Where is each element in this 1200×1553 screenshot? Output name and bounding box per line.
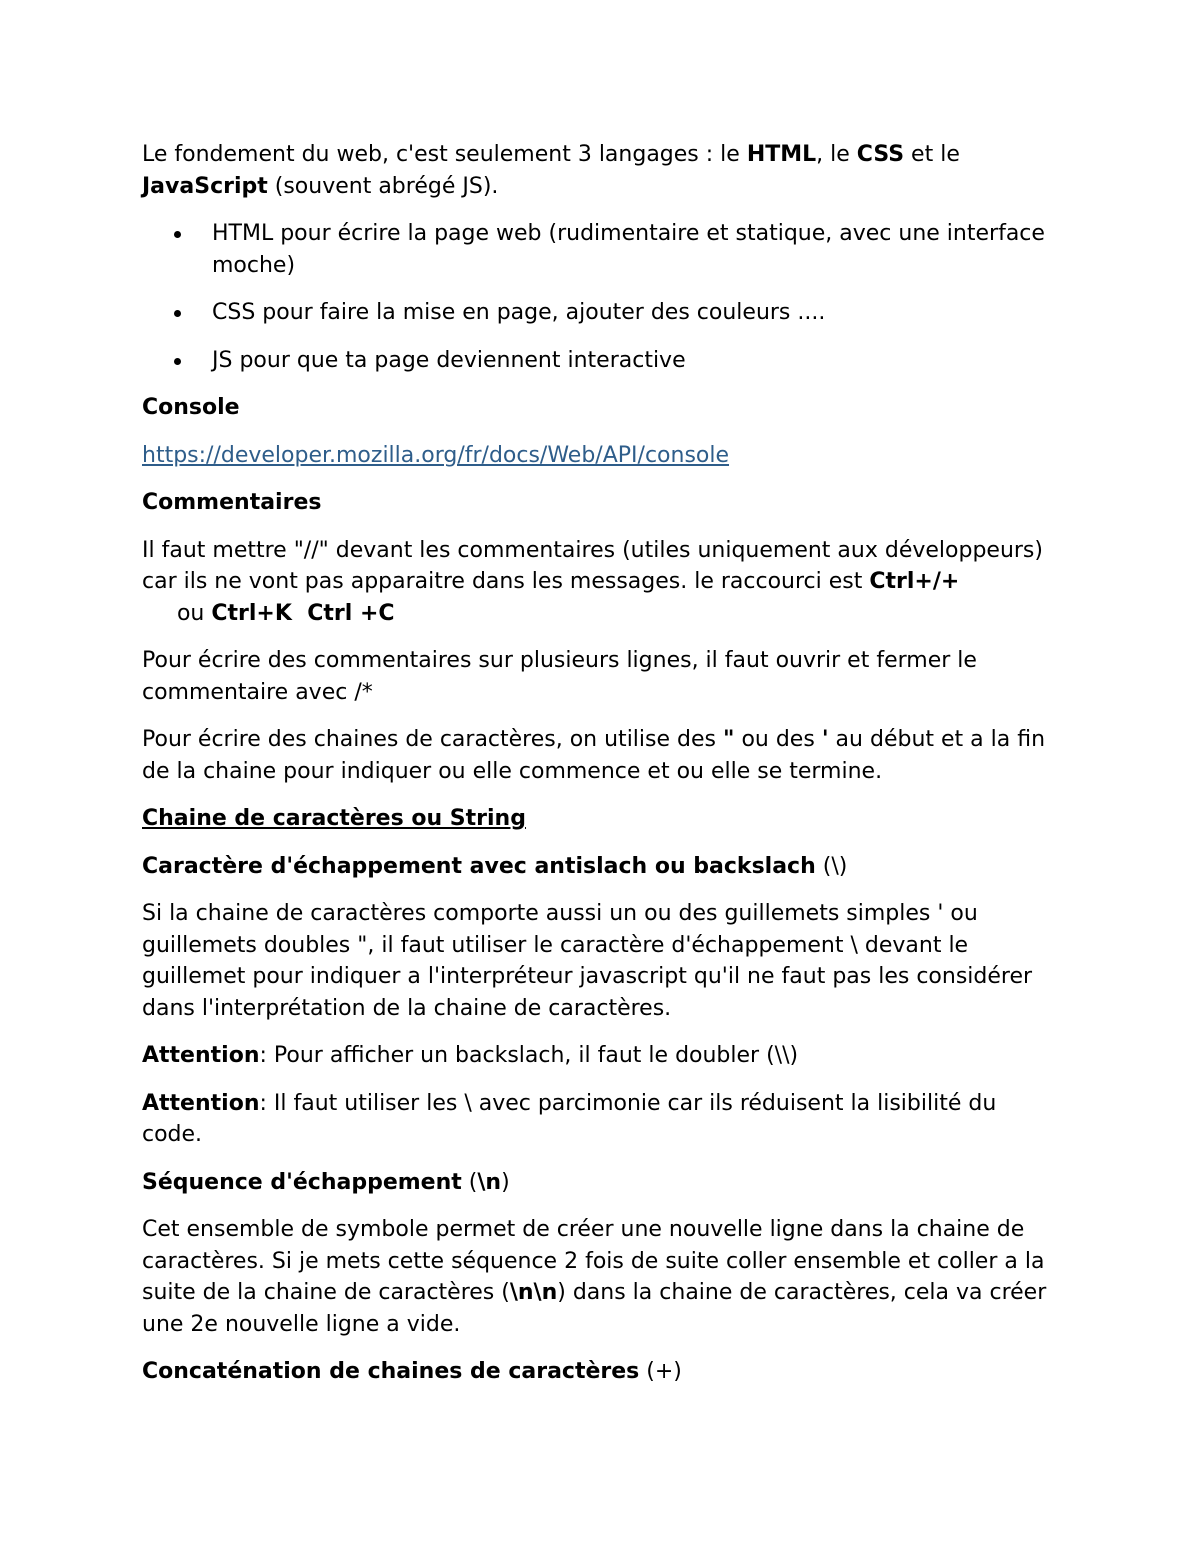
list-item-text: JS pour que ta page deviennent interactive	[212, 347, 686, 373]
string-heading	[142, 803, 1062, 835]
escape-heading-symbol: (\)	[815, 853, 848, 879]
sequence-heading-symbol: )	[501, 1169, 510, 1195]
list-item	[142, 345, 1062, 377]
intro-html: HTML	[746, 142, 817, 167]
list-item-text: HTML pour écrire la page web (rudimentaire et statique, avec une interface moche)	[212, 221, 1045, 278]
attention-label: Attention	[142, 1043, 260, 1068]
intro-javascript: JavaScript	[142, 173, 268, 199]
list-item	[142, 297, 1062, 329]
commentaires-heading-text: Commentaires	[142, 490, 322, 515]
concat-heading-text: Concaténation de chaines de caractères	[142, 1359, 640, 1384]
languages-list	[142, 218, 1062, 376]
attention-paragraph	[142, 1040, 1062, 1072]
paragraph-text: Si la chaine de caractères comporte aussi un ou des guillemets simples ' ou guillemets doubles ", il faut utiliser le caractère d'échappement \ devant le guillemet pour indiquer a l'interpréteur javascript qu'il ne faut pas les considérer dans l'interprétation de la chaine de caractères.	[142, 901, 1033, 1021]
list-item-text: CSS pour faire la mise en page, ajouter des couleurs ....	[212, 300, 826, 325]
escape-paragraph	[142, 898, 1062, 1024]
intro-text: (souvent abrégé JS).	[267, 173, 499, 199]
sequence-heading-text: Séquence d'échappement	[142, 1169, 462, 1195]
multiline-comment-paragraph	[142, 645, 1062, 708]
quote-symbol: "	[722, 727, 735, 752]
sequence-heading	[142, 1167, 1062, 1199]
intro-text: et le	[904, 142, 960, 167]
document-body	[142, 139, 1062, 1404]
console-heading	[142, 392, 1062, 424]
quote-symbol: '	[821, 727, 829, 752]
paragraph-text: : Pour afficher un backslach, il faut le doubler (\\)	[259, 1043, 799, 1068]
paragraph-text: Pour écrire des chaines de caractères, on utilise des	[142, 727, 723, 752]
paragraph-text: ) dans la chaine de caractères, cela va créer une 2e nouvelle ligne a vide.	[142, 1280, 1047, 1337]
bullet-icon	[174, 231, 181, 238]
escape-heading	[142, 851, 1062, 883]
concat-heading-symbol: (+)	[639, 1359, 682, 1384]
intro-text: , le	[816, 142, 857, 167]
shortcut-text: Ctrl+K Ctrl +C	[211, 600, 395, 626]
intro-text: Le fondement du web, c'est seulement 3 langages : le	[142, 142, 747, 167]
paragraph-text: Cet ensemble de symbole permet de créer une nouvelle ligne dans la chaine de caractères. Si je mets cette séquence 2 fois de suite coller ensemble et coller a la suite de la chaine de caractères (	[142, 1217, 1045, 1305]
list-item	[142, 218, 1062, 281]
intro-paragraph	[142, 139, 1062, 202]
bullet-icon	[174, 310, 181, 317]
sequence-heading-symbol: (	[461, 1169, 478, 1195]
string-heading-text: Chaine de caractères ou String	[142, 806, 526, 831]
paragraph-text: Pour écrire des commentaires sur plusieurs lignes, il faut ouvrir et fermer le commentaire avec /*	[142, 648, 977, 705]
attention-paragraph	[142, 1088, 1062, 1151]
commentaires-heading	[142, 487, 1062, 519]
console-heading-text: Console	[142, 395, 240, 420]
concat-heading	[142, 1356, 1062, 1388]
shortcut-text: Ctrl+/+	[869, 569, 960, 594]
strings-paragraph	[142, 724, 1062, 787]
paragraph-text: au début et a la fin de la chaine pour indiquer ou elle commence et ou elle se termine.	[142, 727, 1046, 784]
sequence-paragraph	[142, 1214, 1062, 1340]
console-link[interactable]: https://developer.mozilla.org/fr/docs/Web/API/console	[142, 442, 730, 468]
bullet-icon	[174, 358, 181, 365]
escape-heading-text: Caractère d'échappement avec antislach ou backslach	[142, 853, 816, 879]
attention-label: Attention	[142, 1090, 260, 1116]
paragraph-text: ou	[142, 600, 212, 626]
sequence-heading-code: \n	[477, 1169, 502, 1195]
paragraph-text: ou des	[734, 727, 822, 752]
commentaires-paragraph	[142, 535, 1062, 630]
console-link-paragraph	[142, 440, 1062, 472]
paragraph-text: : Il faut utiliser les \ avec parcimonie car ils réduisent la lisibilité du code.	[142, 1090, 997, 1147]
paragraph-text: Il faut mettre "//" devant les commentaires (utiles uniquement aux développeurs) car ils ne vont pas apparaitre dans les messages. le raccourci est	[142, 537, 1043, 594]
intro-css: CSS	[856, 142, 905, 167]
sequence-code: \n\n	[509, 1280, 558, 1305]
